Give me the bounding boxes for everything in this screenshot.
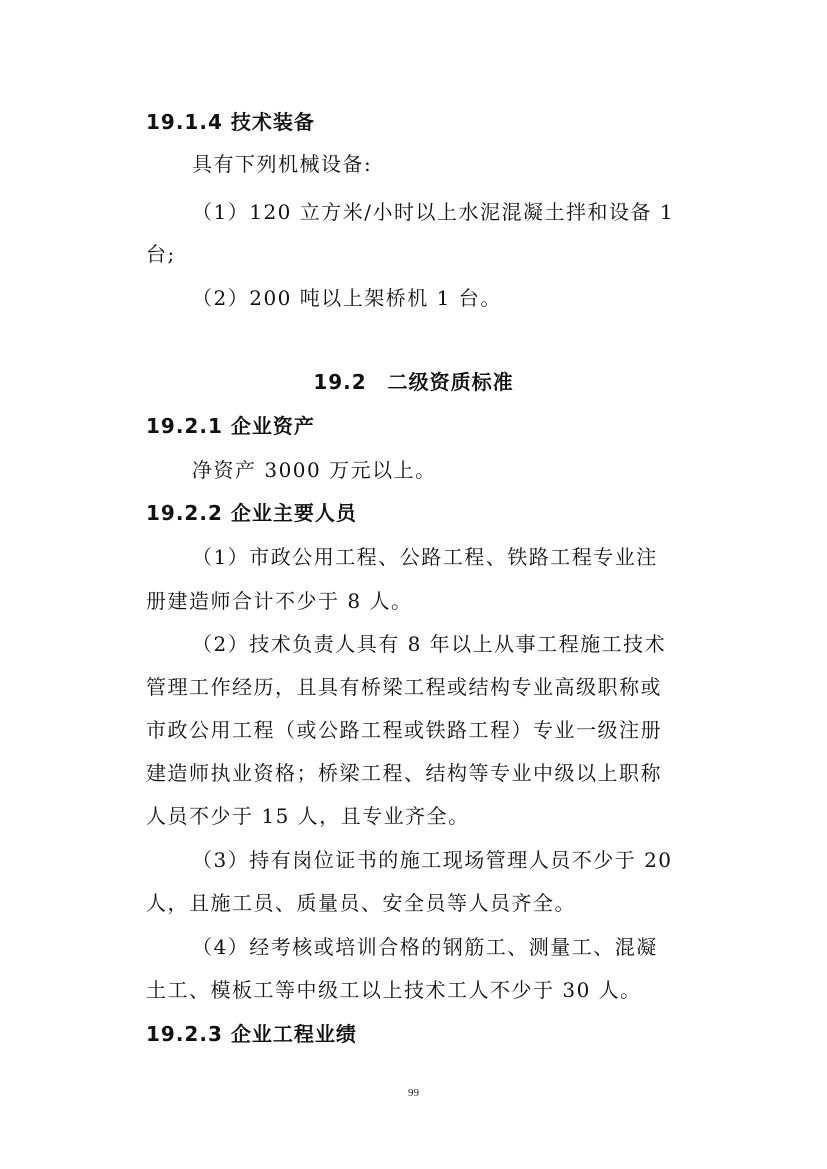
heading-19-2-2: 19.2.2 企业主要人员: [146, 501, 357, 525]
heading-19-1-4: 19.1.4 技术装备: [146, 110, 315, 134]
personnel-item-2-line-2: 管理工作经历，且具有桥梁工程或结构专业高级职称或: [146, 675, 662, 699]
personnel-item-4-line-1: （4）经考核或培训合格的钢筋工、测量工、混凝: [192, 935, 658, 959]
section-title-19-2: 19.2 二级资质标准: [313, 370, 514, 394]
personnel-item-3-line-1: （3）持有岗位证书的施工现场管理人员不少于 20: [192, 848, 673, 872]
personnel-item-2-line-5: 人员不少于 15 人，且专业齐全。: [146, 804, 470, 828]
asset-text: 净资产 3000 万元以上。: [192, 458, 437, 482]
personnel-item-2-line-4: 建造师执业资格；桥梁工程、结构等专业中级以上职称: [146, 761, 662, 785]
personnel-item-4-line-2: 土工、模板工等中级工以上技术工人不少于 30 人。: [146, 978, 642, 1002]
personnel-item-2-line-1: （2）技术负责人具有 8 年以上从事工程施工技术: [192, 632, 667, 656]
personnel-item-1-line-2: 册建造师合计不少于 8 人。: [146, 589, 413, 613]
personnel-item-2-line-3: 市政公用工程（或公路工程或铁路工程）专业一级注册: [146, 718, 662, 742]
equipment-item-1-line-2: 台;: [146, 242, 176, 266]
equipment-intro: 具有下列机械设备:: [192, 152, 373, 176]
personnel-item-1-line-1: （1）市政公用工程、公路工程、铁路工程专业注: [192, 545, 658, 569]
equipment-item-1-line-1: （1）120 立方米/小时以上水泥混凝土拌和设备 1: [192, 200, 675, 224]
equipment-item-2: （2）200 吨以上架桥机 1 台。: [192, 286, 502, 310]
heading-19-2-1: 19.2.1 企业资产: [146, 414, 315, 438]
personnel-item-3-line-2: 人，且施工员、质量员、安全员等人员齐全。: [146, 891, 576, 915]
page-number: 99: [408, 1087, 419, 1099]
heading-19-2-3: 19.2.3 企业工程业绩: [146, 1022, 357, 1046]
